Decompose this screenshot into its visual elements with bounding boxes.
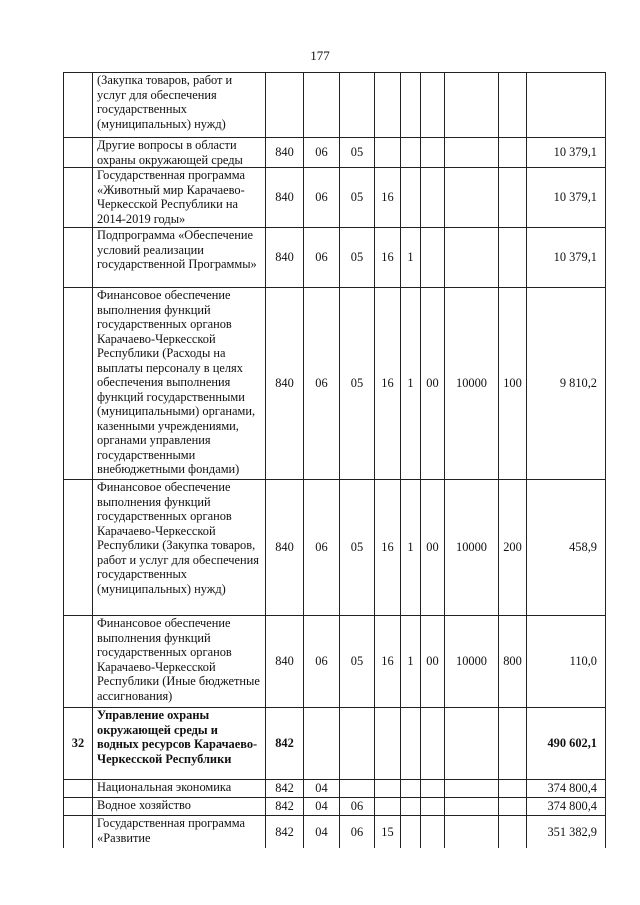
cell-csr3: 00 bbox=[421, 288, 445, 480]
cell-sum: 10 379,1 bbox=[527, 138, 606, 168]
table-row bbox=[64, 480, 606, 616]
cell-csr1: 16 bbox=[375, 480, 401, 616]
cell-csr4 bbox=[445, 73, 499, 138]
cell-csr3 bbox=[421, 168, 445, 228]
cell-sum: 490 602,1 bbox=[527, 708, 606, 780]
cell-csr3 bbox=[421, 228, 445, 288]
cell-csr2: 1 bbox=[401, 288, 421, 480]
cell-sum: 351 382,9 bbox=[527, 816, 606, 848]
table-row bbox=[64, 228, 606, 288]
cell-name: Государственная программа «Развитие bbox=[93, 816, 266, 848]
cell-csr2: 1 bbox=[401, 228, 421, 288]
cell-no: 32 bbox=[64, 708, 93, 780]
cell-name: Финансовое обеспечение выполнения функций государственных органов Карачаево-Черкесской Республики (Закупка товаров, работ и услуг для обеспечения государственных (муниципальных) нужд) bbox=[93, 480, 266, 616]
cell-pr: 05 bbox=[340, 228, 375, 288]
cell-csr4 bbox=[445, 708, 499, 780]
cell-rz: 06 bbox=[304, 616, 340, 708]
cell-ved: 842 bbox=[266, 798, 304, 816]
cell-name: Управление охраны окружающей среды и водных ресурсов Карачаево-Черкесской Республики bbox=[93, 708, 266, 780]
cell-rz: 06 bbox=[304, 480, 340, 616]
cell-no bbox=[64, 73, 93, 138]
cell-no bbox=[64, 168, 93, 228]
cell-name: Государственная программа «Животный мир Карачаево-Черкесской Республики на 2014-2019 годы» bbox=[93, 168, 266, 228]
cell-vr bbox=[499, 798, 527, 816]
cell-no bbox=[64, 288, 93, 480]
cell-vr: 800 bbox=[499, 616, 527, 708]
cell-csr2 bbox=[401, 73, 421, 138]
cell-sum: 10 379,1 bbox=[527, 168, 606, 228]
page-number: 177 bbox=[310, 48, 330, 63]
cell-vr: 200 bbox=[499, 480, 527, 616]
cell-ved: 840 bbox=[266, 228, 304, 288]
cell-rz: 06 bbox=[304, 138, 340, 168]
cell-csr4 bbox=[445, 816, 499, 848]
table-row bbox=[64, 708, 606, 780]
cell-pr: 06 bbox=[340, 798, 375, 816]
cell-rz: 06 bbox=[304, 168, 340, 228]
cell-csr1: 15 bbox=[375, 816, 401, 848]
cell-csr3 bbox=[421, 138, 445, 168]
cell-no bbox=[64, 816, 93, 848]
cell-ved: 840 bbox=[266, 288, 304, 480]
cell-name: Другие вопросы в области охраны окружающей среды bbox=[93, 138, 266, 168]
cell-no bbox=[64, 480, 93, 616]
cell-ved: 840 bbox=[266, 168, 304, 228]
cell-csr4 bbox=[445, 138, 499, 168]
cell-csr3 bbox=[421, 73, 445, 138]
cell-no bbox=[64, 228, 93, 288]
cell-sum: 458,9 bbox=[527, 480, 606, 616]
cell-pr bbox=[340, 708, 375, 780]
cell-sum: 110,0 bbox=[527, 616, 606, 708]
cell-csr1 bbox=[375, 73, 401, 138]
cell-csr4: 10000 bbox=[445, 288, 499, 480]
cell-rz: 06 bbox=[304, 228, 340, 288]
cell-csr2 bbox=[401, 816, 421, 848]
cell-csr4 bbox=[445, 228, 499, 288]
cell-csr4 bbox=[445, 780, 499, 798]
cell-csr1 bbox=[375, 780, 401, 798]
cell-pr: 05 bbox=[340, 480, 375, 616]
cell-pr: 05 bbox=[340, 288, 375, 480]
table-row bbox=[64, 616, 606, 708]
cell-pr: 05 bbox=[340, 138, 375, 168]
cell-pr bbox=[340, 73, 375, 138]
cell-rz bbox=[304, 708, 340, 780]
cell-name: (Закупка товаров, работ и услуг для обеспечения государственных (муниципальных) нужд) bbox=[93, 73, 266, 138]
cell-vr bbox=[499, 138, 527, 168]
cell-csr4 bbox=[445, 798, 499, 816]
cell-csr1 bbox=[375, 798, 401, 816]
cell-csr3: 00 bbox=[421, 480, 445, 616]
cell-csr3 bbox=[421, 708, 445, 780]
cell-rz: 04 bbox=[304, 780, 340, 798]
cell-ved: 842 bbox=[266, 816, 304, 848]
cell-csr1 bbox=[375, 708, 401, 780]
cell-name: Финансовое обеспечение выполнения функций государственных органов Карачаево-Черкесской Республики (Иные бюджетные ассигнования) bbox=[93, 616, 266, 708]
cell-sum: 374 800,4 bbox=[527, 780, 606, 798]
cell-pr: 05 bbox=[340, 168, 375, 228]
cell-pr bbox=[340, 780, 375, 798]
cell-csr2: 1 bbox=[401, 616, 421, 708]
cell-csr3: 00 bbox=[421, 616, 445, 708]
cell-ved: 842 bbox=[266, 708, 304, 780]
table-row bbox=[64, 73, 606, 138]
cell-vr bbox=[499, 73, 527, 138]
cell-name: Финансовое обеспечение выполнения функций государственных органов Карачаево-Черкесской Республики (Расходы на выплаты персоналу в целях обеспечения выполнения функций государственными (муниципальными) органами, казенными учреждениями, органами управления государственными внебюджетными фондами) bbox=[93, 288, 266, 480]
cell-csr1: 16 bbox=[375, 616, 401, 708]
cell-name: Подпрограмма «Обеспечение условий реализации государственной Программы» bbox=[93, 228, 266, 288]
cell-csr1: 16 bbox=[375, 288, 401, 480]
cell-csr1: 16 bbox=[375, 228, 401, 288]
cell-vr bbox=[499, 780, 527, 798]
cell-ved: 840 bbox=[266, 616, 304, 708]
cell-csr2 bbox=[401, 708, 421, 780]
cell-vr: 100 bbox=[499, 288, 527, 480]
cell-vr bbox=[499, 168, 527, 228]
cell-csr2 bbox=[401, 798, 421, 816]
cell-vr bbox=[499, 228, 527, 288]
table-row bbox=[64, 168, 606, 228]
cell-no bbox=[64, 138, 93, 168]
cell-ved: 840 bbox=[266, 480, 304, 616]
table-row bbox=[64, 288, 606, 480]
cell-sum bbox=[527, 73, 606, 138]
cell-vr bbox=[499, 708, 527, 780]
cell-rz bbox=[304, 73, 340, 138]
cell-no bbox=[64, 780, 93, 798]
cell-ved: 842 bbox=[266, 780, 304, 798]
table-row bbox=[64, 138, 606, 168]
cell-csr1 bbox=[375, 138, 401, 168]
cell-csr4 bbox=[445, 168, 499, 228]
cell-sum: 9 810,2 bbox=[527, 288, 606, 480]
cell-csr4: 10000 bbox=[445, 480, 499, 616]
cell-name: Национальная экономика bbox=[93, 780, 266, 798]
cell-no bbox=[64, 798, 93, 816]
cell-sum: 374 800,4 bbox=[527, 798, 606, 816]
cell-rz: 04 bbox=[304, 816, 340, 848]
cell-csr3 bbox=[421, 780, 445, 798]
cell-sum: 10 379,1 bbox=[527, 228, 606, 288]
cell-csr2 bbox=[401, 168, 421, 228]
cell-name: Водное хозяйство bbox=[93, 798, 266, 816]
cell-csr2: 1 bbox=[401, 480, 421, 616]
cell-vr bbox=[499, 816, 527, 848]
cell-ved: 840 bbox=[266, 138, 304, 168]
budget-table bbox=[63, 72, 606, 848]
table-row bbox=[64, 816, 606, 848]
cell-csr2 bbox=[401, 138, 421, 168]
cell-csr2 bbox=[401, 780, 421, 798]
cell-rz: 04 bbox=[304, 798, 340, 816]
cell-ved bbox=[266, 73, 304, 138]
cell-csr3 bbox=[421, 798, 445, 816]
table-row bbox=[64, 798, 606, 816]
cell-rz: 06 bbox=[304, 288, 340, 480]
table-body bbox=[64, 73, 606, 848]
cell-pr: 05 bbox=[340, 616, 375, 708]
cell-csr1: 16 bbox=[375, 168, 401, 228]
cell-csr3 bbox=[421, 816, 445, 848]
cell-no bbox=[64, 616, 93, 708]
cell-pr: 06 bbox=[340, 816, 375, 848]
cell-csr4: 10000 bbox=[445, 616, 499, 708]
table-row bbox=[64, 780, 606, 798]
